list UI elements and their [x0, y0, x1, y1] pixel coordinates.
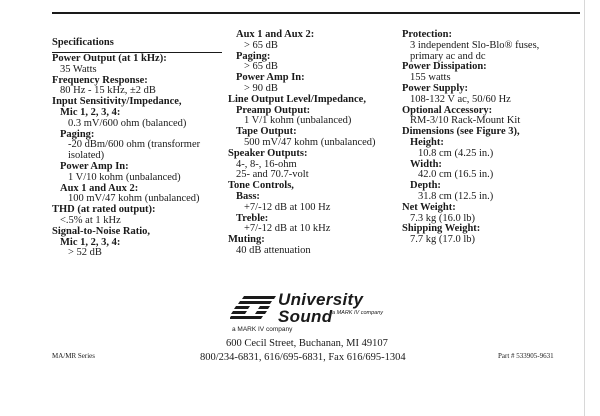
spec-line: Paging: — [236, 50, 271, 62]
spec-line: <.5% at 1 kHz — [60, 214, 121, 226]
spec-line: Aux 1 and Aux 2: — [236, 29, 315, 40]
spec-line: Dimensions (see Figure 3), — [402, 126, 520, 138]
university-sound-logo-mark-icon — [230, 294, 280, 324]
spec-line: 40 dB attenuation — [236, 244, 311, 256]
spec-line: Depth: — [410, 180, 441, 192]
spec-line: 0.3 mV/600 ohm (balanced) — [68, 117, 187, 129]
section-title: Specifications — [52, 37, 114, 48]
company-phone-fax: 800/234-6831, 616/695-6831, Fax 616/695-1304 — [200, 352, 406, 363]
spec-line: Frequency Response: — [52, 74, 148, 86]
spec-line: Mic 1, 2, 3, 4: — [60, 236, 121, 248]
spec-line: Paging: — [60, 128, 95, 140]
top-rule — [52, 12, 580, 14]
spec-line: 7.3 kg (16.0 lb) — [410, 212, 476, 224]
page-edge — [584, 0, 585, 416]
spec-line: Aux 1 and Aux 2: — [60, 182, 139, 194]
logo-tagline: a MARK IV company — [332, 310, 384, 316]
spec-line: Bass: — [236, 190, 260, 202]
spec-line: 35 Watts — [60, 63, 97, 75]
spec-line: Preamp Output: — [236, 104, 311, 116]
spec-line: Power Output (at 1 kHz): — [52, 53, 167, 64]
spec-line: Line Output Level/Impedance, — [228, 93, 366, 105]
spec-line: Power Dissipation: — [402, 61, 487, 73]
spec-line: 500 mV/47 kohm (unbalanced) — [244, 136, 376, 148]
spec-line: Power Amp In: — [236, 72, 305, 84]
spec-line: 108-132 V ac, 50/60 Hz — [410, 93, 511, 105]
spec-lines-3 — [402, 30, 582, 246]
spec-column-2 — [228, 30, 406, 257]
spec-column-3 — [402, 30, 582, 246]
spec-lines-1 — [52, 54, 230, 259]
spec-line: Tone Controls, — [228, 180, 294, 192]
spec-line: isolated) — [68, 150, 105, 162]
spec-line: 80 Hz - 15 kHz, ±2 dB — [60, 85, 156, 97]
spec-line: Height: — [410, 136, 444, 148]
spec-line: +7/-12 dB at 10 kHz — [244, 223, 331, 235]
spec-line: 42.0 cm (16.5 in.) — [418, 169, 494, 181]
spec-lines-2 — [228, 30, 406, 257]
spec-line: 3 independent Slo-Blo® fuses, — [410, 39, 540, 51]
spec-line: > 90 dB — [244, 82, 278, 94]
company-affiliation: a MARK IV company — [232, 326, 293, 333]
spec-line: -20 dBm/600 ohm (transformer — [68, 139, 201, 151]
spec-line: primary ac and dc — [410, 50, 486, 62]
series-label: MA/MR Series — [52, 352, 95, 360]
spec-line: Net Weight: — [402, 201, 456, 213]
company-address: 600 Cecil Street, Buchanan, MI 49107 — [226, 338, 388, 349]
spec-line: RM-3/10 Rack-Mount Kit — [410, 115, 521, 127]
spec-line: Power Amp In: — [60, 160, 129, 172]
spec-line: > 65 dB — [244, 39, 278, 51]
spec-line: Power Supply: — [402, 82, 469, 94]
spec-line: Protection: — [402, 29, 452, 40]
spec-line: Treble: — [236, 212, 269, 224]
spec-line: Optional Accessory: — [402, 104, 493, 116]
spec-line: > 65 dB — [244, 61, 278, 73]
spec-line: 7.7 kg (17.0 lb) — [410, 234, 476, 246]
spec-line: THD (at rated output): — [52, 204, 156, 216]
spec-line: Width: — [410, 158, 442, 170]
spec-line: Mic 1, 2, 3, 4: — [60, 106, 121, 118]
spec-line: Shipping Weight: — [402, 223, 481, 235]
spec-line: Signal-to-Noise Ratio, — [52, 225, 150, 237]
spec-line: 100 mV/47 kohm (unbalanced) — [68, 193, 200, 205]
spec-line: 1 V/1 kohm (unbalanced) — [244, 115, 352, 127]
spec-line: Tape Output: — [236, 126, 297, 138]
spec-line: Speaker Outputs: — [228, 147, 308, 159]
spec-line: 1 V/10 kohm (unbalanced) — [68, 171, 181, 183]
spec-line: 10.8 cm (4.25 in.) — [418, 147, 494, 159]
spec-line: Input Sensitivity/Impedance, — [52, 96, 182, 108]
spec-line: +7/-12 dB at 100 Hz — [244, 201, 331, 213]
spec-column-1 — [52, 38, 230, 259]
spec-line: 155 watts — [410, 72, 451, 84]
spec-line: Muting: — [228, 234, 265, 246]
logo-word-sound: Sound — [278, 307, 333, 326]
spec-line: 4-, 8-, 16-ohm — [236, 158, 297, 170]
logo-word-university: University — [278, 290, 364, 309]
part-number: Part # 533905-9631 — [498, 352, 554, 360]
spec-line: 31.8 cm (12.5 in.) — [418, 190, 494, 202]
spec-line: > 52 dB — [68, 247, 102, 259]
spec-line: 25- and 70.7-volt — [236, 169, 309, 181]
